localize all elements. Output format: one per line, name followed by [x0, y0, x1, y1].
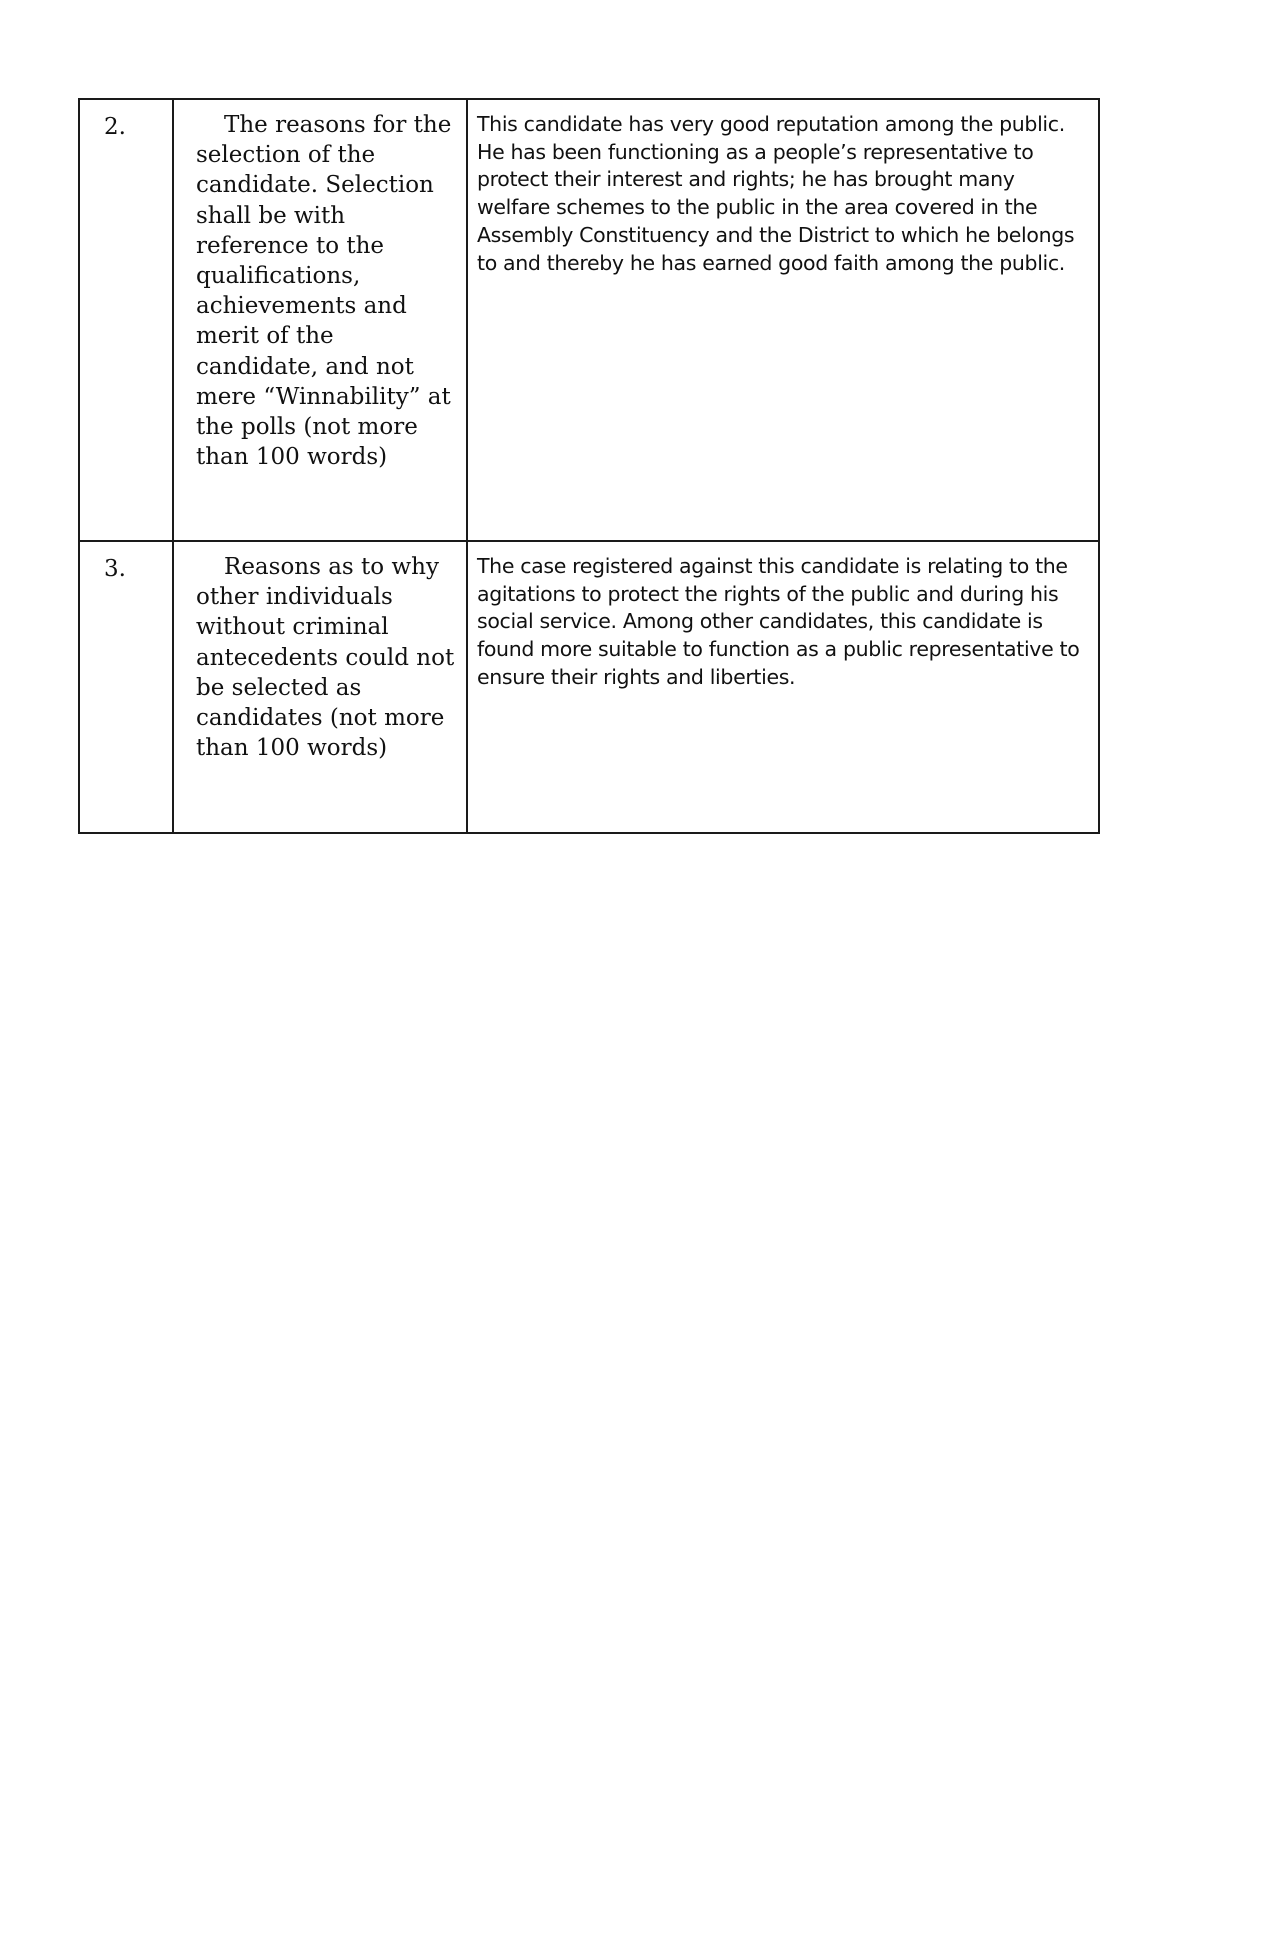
- row-number-cell: [79, 99, 173, 541]
- answer-text: The case registered against this candidate is relating to the agitations to protect the rights of the public and during his social service. Among other candidates, this candidate is found more suitable to function as a public representative to ensure their rights and liberties.: [477, 554, 1080, 689]
- table-row: [79, 99, 1099, 541]
- table-row: [79, 541, 1099, 833]
- question-cell: [173, 541, 467, 833]
- row-number: 3.: [104, 556, 126, 582]
- candidate-selection-table: [78, 98, 1100, 834]
- question-cell: [173, 99, 467, 541]
- question-text: The reasons for the selection of the candidate. Selection shall be with reference to the qualifications, achievements and merit of the candidate, and not mere “Winnability” at the polls (not more than 100 words): [196, 112, 452, 471]
- answer-cell: [467, 99, 1099, 541]
- question-text: Reasons as to why other individuals without criminal antecedents could not be selected as candidates (not more than 100 words): [196, 554, 455, 762]
- row-number-cell: [79, 541, 173, 833]
- answer-text: This candidate has very good reputation among the public. He has been functioning as a people’s representative to protect their interest and rights; he has brought many welfare schemes to the public in the area covered in the Assembly Constituency and the District to which he belongs to and thereby he has earned good faith among the public.: [477, 112, 1075, 275]
- answer-cell: [467, 541, 1099, 833]
- row-number: 2.: [104, 114, 126, 140]
